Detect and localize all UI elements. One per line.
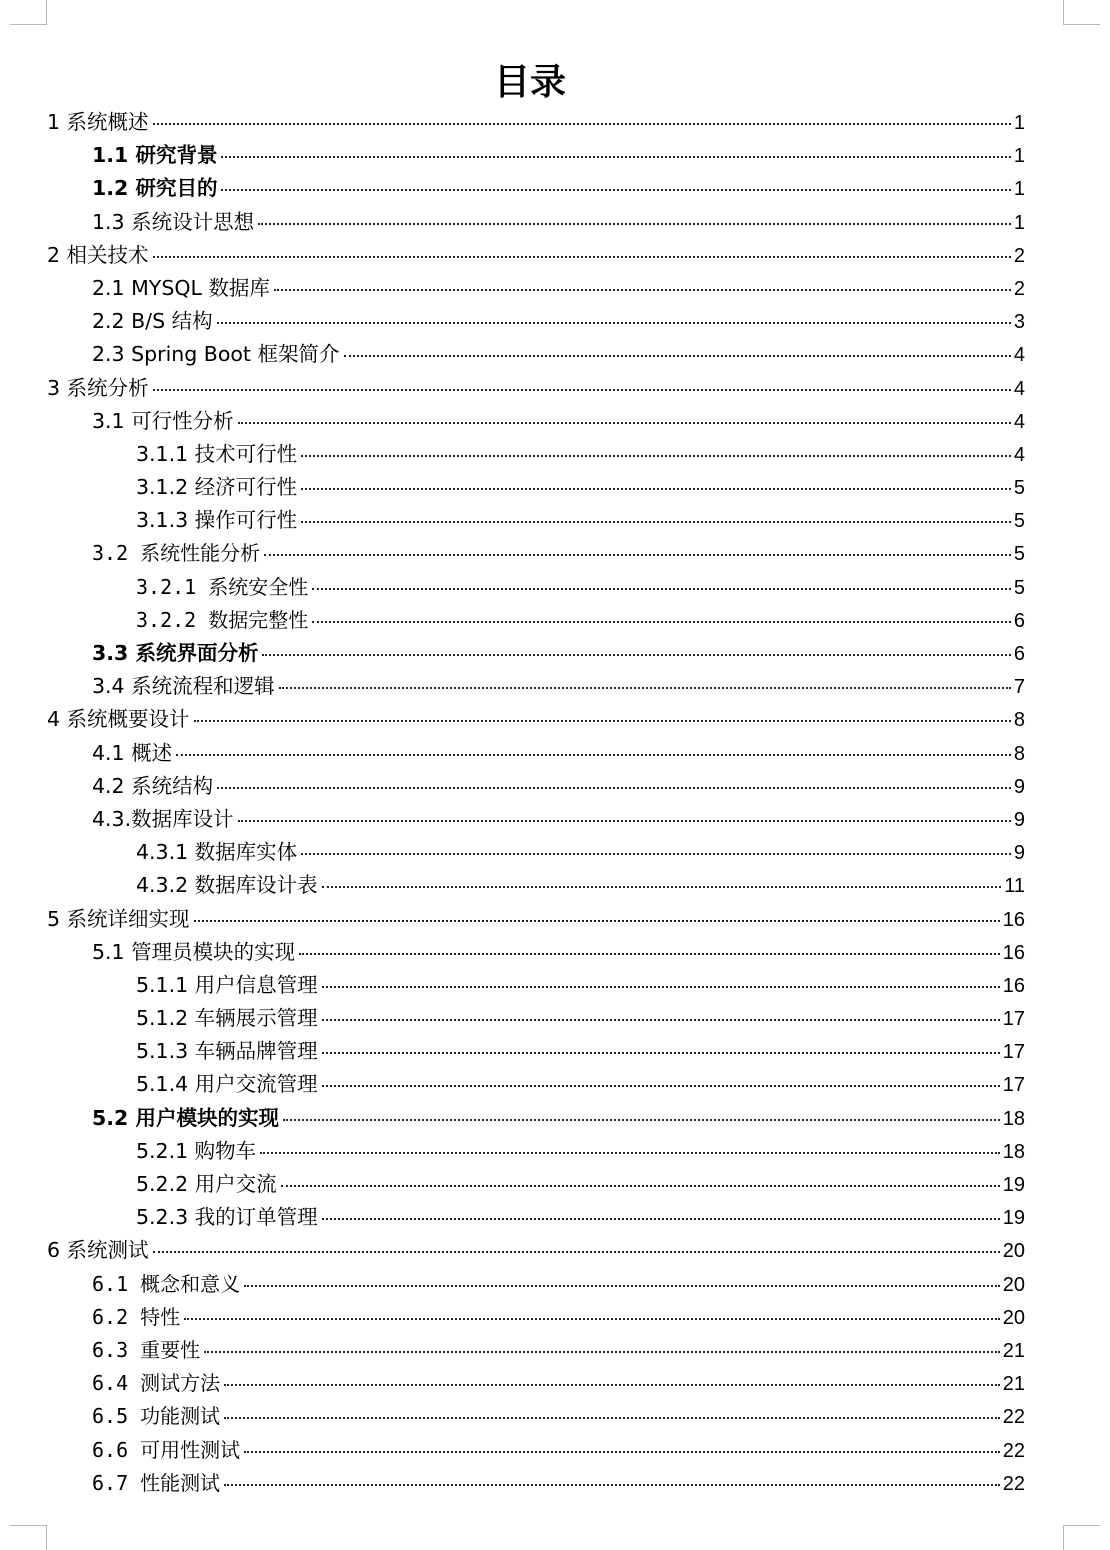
toc-entry[interactable]: [47, 139, 1025, 172]
toc-page-number: 22: [1002, 1439, 1025, 1462]
toc-page-number: 9: [1013, 808, 1025, 831]
toc-entry[interactable]: [47, 1135, 1025, 1168]
toc-dot-leader: [221, 189, 1010, 191]
toc-dot-leader: [238, 820, 1011, 822]
toc-dot-leader: [322, 886, 1002, 888]
corner-mark-top-left: [10, 0, 47, 25]
toc-dot-leader: [176, 754, 1011, 756]
toc-entry-label: 4.3.2 数据库设计表: [136, 873, 318, 898]
toc-entry[interactable]: [47, 1400, 1025, 1433]
toc-entry[interactable]: [47, 206, 1025, 239]
toc-entry[interactable]: [47, 936, 1025, 969]
toc-entry-label: 3.2.2 数据完整性: [136, 607, 309, 632]
toc-entry-label: 3.2.1 系统安全性: [136, 574, 309, 599]
toc-entry-label: 6.4 测试方法: [92, 1371, 221, 1396]
toc-dot-leader: [153, 256, 1011, 258]
toc-dot-leader: [238, 422, 1011, 424]
toc-entry[interactable]: [47, 239, 1025, 272]
toc-entry-label: 3.1 可行性分析: [92, 408, 234, 433]
toc-entry-label: 6 系统测试: [47, 1238, 149, 1263]
toc-dot-leader: [184, 1318, 1000, 1320]
toc-entry[interactable]: [47, 471, 1025, 504]
toc-entry-label: 6.6 可用性测试: [92, 1437, 241, 1462]
toc-page-number: 17: [1002, 1074, 1025, 1097]
toc-page-number: 21: [1002, 1339, 1025, 1362]
toc-page-number: 8: [1013, 709, 1025, 732]
toc-page-number: 5: [1013, 576, 1025, 599]
toc-dot-leader: [260, 1152, 1000, 1154]
toc-entry[interactable]: [47, 1367, 1025, 1400]
toc-entry-label: 4.2 系统结构: [92, 773, 214, 798]
toc-entry[interactable]: [47, 803, 1025, 836]
toc-entry-label: 3 系统分析: [47, 375, 149, 400]
toc-page-number: 22: [1002, 1406, 1025, 1429]
toc-entry[interactable]: [47, 172, 1025, 205]
toc-entry[interactable]: [47, 571, 1025, 604]
toc-entry-label: 1.2 研究目的: [92, 176, 218, 201]
toc-page-number: 1: [1013, 145, 1025, 168]
toc-entry-label: 6.1 概念和意义: [92, 1271, 241, 1296]
toc-entry-label: 1.3 系统设计思想: [92, 209, 255, 234]
toc-page-number: 21: [1002, 1373, 1025, 1396]
toc-entry-label: 1.1 研究背景: [92, 143, 218, 168]
toc-entry-label: 2.1 MYSQL 数据库: [92, 275, 270, 300]
toc-dot-leader: [153, 1251, 1000, 1253]
toc-page-number: 5: [1013, 510, 1025, 533]
toc-page-number: 20: [1002, 1240, 1025, 1263]
toc-dot-leader: [279, 687, 1011, 689]
toc-entry[interactable]: [47, 1035, 1025, 1068]
toc-entry[interactable]: [47, 1434, 1025, 1467]
toc-page-number: 11: [1004, 875, 1025, 898]
toc-page-number: 17: [1002, 1041, 1025, 1064]
toc-dot-leader: [224, 1384, 1000, 1386]
toc-entry-label: 3.3 系统界面分析: [92, 641, 259, 665]
page-title: 目录: [493, 61, 566, 104]
toc-entry-label: 6.3 重要性: [92, 1337, 201, 1362]
toc-dot-leader: [301, 455, 1011, 457]
toc-entry[interactable]: [47, 372, 1025, 405]
toc-entry[interactable]: [47, 903, 1025, 936]
toc-entry-label: 5.1.1 用户信息管理: [136, 972, 318, 997]
toc-dot-leader: [194, 720, 1011, 722]
toc-page-number: 18: [1002, 1107, 1025, 1130]
toc-entry-label: 5.1.3 车辆品牌管理: [136, 1039, 318, 1064]
toc-entry[interactable]: [47, 305, 1025, 338]
toc-page-number: 1: [1013, 178, 1025, 201]
toc-dot-leader: [244, 1451, 1000, 1453]
toc-dot-leader: [224, 1417, 1000, 1419]
toc-dot-leader: [281, 1185, 1000, 1187]
toc-entry-label: 4.1 概述: [92, 740, 173, 765]
toc-entry[interactable]: [47, 1002, 1025, 1035]
toc-dot-leader: [312, 621, 1011, 623]
toc-entry-label: 4.3.数据库设计: [92, 806, 234, 831]
toc-entry[interactable]: [47, 869, 1025, 902]
toc-page-number: 1: [1013, 112, 1025, 134]
toc-page-number: 9: [1013, 775, 1025, 798]
toc-entry-label: 5.2.3 我的订单管理: [136, 1205, 318, 1230]
toc-entry[interactable]: [47, 106, 1025, 139]
toc-page-number: 4: [1013, 377, 1025, 400]
corner-mark-bottom-left: [10, 1525, 47, 1550]
toc-dot-leader: [194, 920, 1000, 922]
toc-dot-leader: [322, 986, 1000, 988]
toc-dot-leader: [299, 953, 1000, 955]
toc-entry-label: 6.5 功能测试: [92, 1404, 221, 1429]
toc-dot-leader: [322, 1085, 1000, 1087]
toc-dot-leader: [322, 1218, 1000, 1220]
toc-entry-label: 5.1.2 车辆展示管理: [136, 1006, 318, 1031]
toc-entry-label: 6.2 特性: [92, 1304, 181, 1329]
toc-entry[interactable]: [47, 537, 1025, 570]
toc-page-number: 16: [1002, 941, 1025, 964]
toc-page-number: 1: [1013, 211, 1025, 234]
toc-entry[interactable]: [47, 1068, 1025, 1101]
toc-page-number: 17: [1002, 1008, 1025, 1031]
toc-entry[interactable]: [47, 737, 1025, 770]
toc-dot-leader: [258, 223, 1011, 225]
toc-dot-leader: [244, 1285, 1000, 1287]
toc-entry[interactable]: [47, 770, 1025, 803]
toc-entry[interactable]: [47, 338, 1025, 371]
toc-page-number: 20: [1002, 1273, 1025, 1296]
toc-entry[interactable]: [47, 604, 1025, 637]
toc-dot-leader: [262, 654, 1010, 656]
toc-page-number: 19: [1002, 1174, 1025, 1196]
toc-page-number: 3: [1013, 311, 1025, 334]
toc-entry-label: 2.3 Spring Boot 框架简介: [92, 342, 340, 367]
corner-mark-bottom-right: [1063, 1525, 1100, 1550]
toc-entry[interactable]: [47, 1334, 1025, 1367]
toc-dot-leader: [344, 355, 1011, 357]
toc-page-number: 6: [1013, 643, 1025, 665]
toc-dot-leader: [322, 1019, 1000, 1021]
toc-entry[interactable]: [47, 1467, 1025, 1500]
toc-page-number: 22: [1002, 1472, 1025, 1495]
toc-entry[interactable]: [47, 670, 1025, 703]
toc-dot-leader: [301, 521, 1011, 523]
toc-page-number: 16: [1002, 908, 1025, 931]
toc-entry[interactable]: [47, 969, 1025, 1002]
toc-dot-leader: [204, 1351, 1000, 1353]
toc-entry[interactable]: [47, 1201, 1025, 1234]
toc-entry-label: 5.1.4 用户交流管理: [136, 1072, 318, 1097]
toc-entry[interactable]: [47, 836, 1025, 869]
toc-dot-leader: [221, 156, 1010, 158]
toc-dot-leader: [283, 1119, 1000, 1121]
toc-entry-label: 1 系统概述: [47, 110, 149, 134]
toc-entry-label: 5.2.1 购物车: [136, 1138, 257, 1163]
toc-dot-leader: [312, 588, 1011, 590]
toc-entry[interactable]: [47, 637, 1025, 670]
toc-entry-label: 6.7 性能测试: [92, 1470, 221, 1495]
toc-page-number: 20: [1002, 1306, 1025, 1329]
toc-entry-label: 2 相关技术: [47, 242, 149, 267]
toc-page-number: 4: [1013, 344, 1025, 367]
toc-entry[interactable]: [47, 1102, 1025, 1135]
toc-entry-label: 5.2.2 用户交流: [136, 1172, 277, 1196]
corner-mark-top-right: [1063, 0, 1100, 25]
toc-entry[interactable]: [47, 504, 1025, 537]
toc-page-number: 5: [1013, 477, 1025, 500]
toc-page-number: 5: [1013, 543, 1025, 566]
toc-entry-label: 3.4 系统流程和逻辑: [92, 674, 275, 699]
toc-entry[interactable]: [47, 272, 1025, 305]
toc-page-number: 19: [1002, 1207, 1025, 1230]
toc-dot-leader: [224, 1484, 1000, 1486]
toc-dot-leader: [322, 1052, 1000, 1054]
toc-entry-label: 4.3.1 数据库实体: [136, 840, 298, 865]
toc-page-number: 4: [1013, 443, 1025, 466]
toc-entry-label: 3.1.1 技术可行性: [136, 441, 298, 466]
toc-dot-leader: [301, 488, 1011, 490]
toc-page-number: 16: [1002, 974, 1025, 997]
toc-entry[interactable]: [47, 703, 1025, 736]
toc-dot-leader: [264, 554, 1011, 556]
toc-dot-leader: [217, 787, 1011, 789]
toc-entry[interactable]: [47, 1301, 1025, 1334]
toc-entry-label: 3.1.2 经济可行性: [136, 475, 298, 500]
toc-dot-leader: [153, 123, 1011, 125]
toc-page-number: 9: [1013, 842, 1025, 865]
toc-entry-label: 4 系统概要设计: [47, 707, 190, 732]
toc-entry-label: 3.1.3 操作可行性: [136, 508, 298, 533]
toc-page-number: 18: [1002, 1140, 1025, 1163]
toc-entry-label: 3.2 系统性能分析: [92, 541, 261, 566]
toc-list: [47, 106, 1025, 1500]
toc-dot-leader: [153, 389, 1011, 391]
toc-page-number: 2: [1013, 277, 1025, 300]
toc-dot-leader: [217, 322, 1011, 324]
toc-entry[interactable]: [47, 405, 1025, 438]
toc-page-number: 6: [1013, 609, 1025, 632]
toc-dot-leader: [274, 289, 1011, 291]
toc-dot-leader: [301, 853, 1011, 855]
toc-entry-label: 5.1 管理员模块的实现: [92, 939, 296, 964]
toc-page-number: 7: [1013, 676, 1025, 699]
toc-entry[interactable]: [47, 1268, 1025, 1301]
toc-entry-label: 2.2 B/S 结构: [92, 309, 213, 334]
toc-entry-label: 5 系统详细实现: [47, 906, 190, 931]
toc-page-number: 4: [1013, 410, 1025, 433]
toc-entry-label: 5.2 用户模块的实现: [92, 1105, 279, 1130]
toc-entry[interactable]: [47, 1168, 1025, 1201]
toc-entry[interactable]: [47, 1234, 1025, 1267]
toc-page-number: 8: [1013, 742, 1025, 765]
toc-page-number: 2: [1013, 244, 1025, 267]
toc-entry[interactable]: [47, 438, 1025, 471]
